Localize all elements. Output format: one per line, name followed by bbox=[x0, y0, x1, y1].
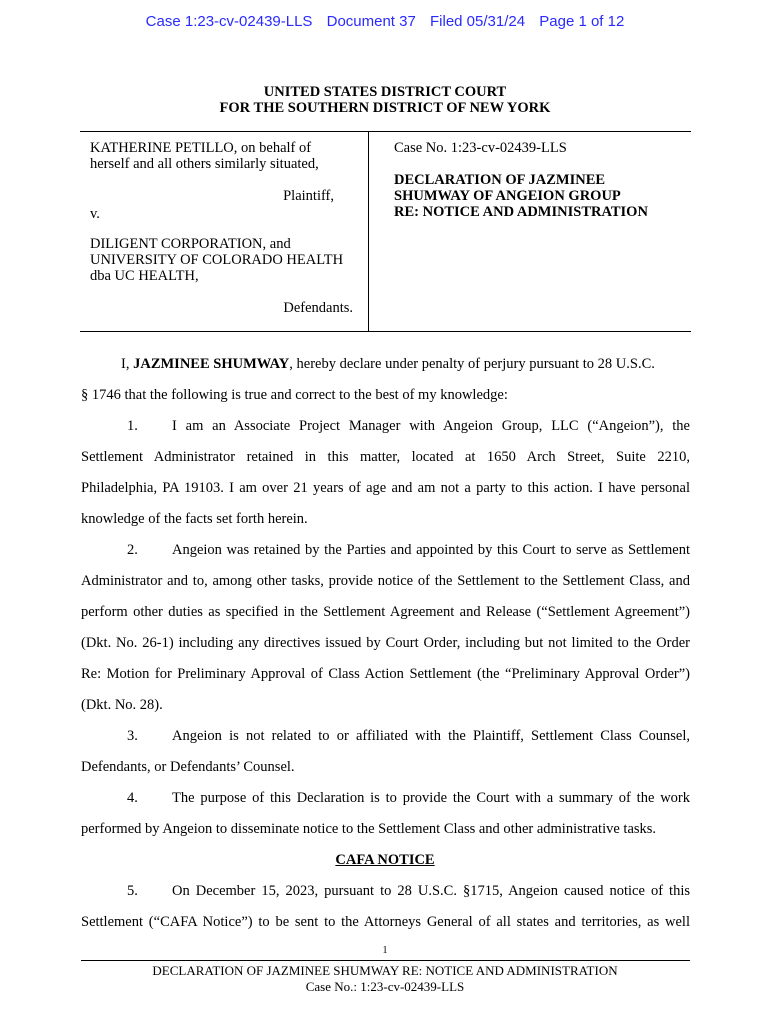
defendant-name-line3: dba UC HEALTH, bbox=[90, 268, 199, 284]
defendant-name-line2: UNIVERSITY OF COLORADO HEALTH bbox=[90, 252, 344, 268]
defendant-role: Defendants. bbox=[283, 300, 353, 316]
paragraph-4-line1: The purpose of this Declaration is to provide the Court with a summary of the work bbox=[172, 790, 690, 806]
defendant-name-line1: DILIGENT CORPORATION, and bbox=[90, 236, 291, 252]
court-heading bbox=[0, 84, 770, 116]
paragraph-4-number: 4. bbox=[127, 790, 138, 806]
caption-case-number: Case No. 1:23-cv-02439-LLS bbox=[394, 140, 567, 156]
paragraph-5-line1: On December 15, 2023, pursuant to 28 U.S.C. §1715, Angeion caused notice of this bbox=[172, 883, 690, 899]
paragraph-2-line3: perform other duties as specified in the Settlement Agreement and Release (“Settlement Agreement”) bbox=[81, 604, 690, 620]
declaration-title-line2: SHUMWAY OF ANGEION GROUP bbox=[394, 188, 621, 204]
page-footer bbox=[0, 963, 770, 995]
paragraph-2-line1: Angeion was retained by the Parties and appointed by this Court to serve as Settlement bbox=[172, 542, 690, 558]
paragraph-2-line5: Re: Motion for Preliminary Approval of Class Action Settlement (the “Preliminary Approval Order”) bbox=[81, 666, 690, 682]
paragraph-1-line3: Philadelphia, PA 19103. I am over 21 years of age and am not a party to this action. I have personal bbox=[81, 480, 690, 496]
paragraph-3-line1: Angeion is not related to or affiliated with the Plaintiff, Settlement Class Counsel, bbox=[172, 728, 690, 744]
paragraph-2-line6: (Dkt. No. 28). bbox=[81, 697, 163, 713]
paragraph-5-line2: Settlement (“CAFA Notice”) to be sent to the Attorneys General of all states and territories, as well bbox=[81, 914, 690, 930]
declarant-name: JAZMINEE SHUMWAY bbox=[133, 356, 290, 372]
paragraph-3-line2: Defendants, or Defendants’ Counsel. bbox=[81, 759, 295, 775]
paragraph-1-line4: knowledge of the facts set forth herein. bbox=[81, 511, 308, 527]
paragraph-1-line1: I am an Associate Project Manager with Angeion Group, LLC (“Angeion”), the bbox=[172, 418, 690, 434]
paragraph-2-line4: (Dkt. No. 26-1) including any directives issued by Court Order, including but not limited to the Order bbox=[81, 635, 690, 651]
stamp-case-number: Case 1:23-cv-02439-LLS bbox=[145, 13, 313, 30]
intro-line1 bbox=[81, 356, 690, 373]
section-heading-cafa-notice: CAFA NOTICE bbox=[335, 852, 435, 868]
versus-label: v. bbox=[90, 206, 100, 222]
footer-rule bbox=[81, 960, 690, 961]
plaintiff-name-line1: KATHERINE PETILLO, on behalf of bbox=[90, 140, 312, 156]
intro-line1-rest: , hereby declare under penalty of perjury pursuant to 28 U.S.C. bbox=[289, 356, 655, 372]
paragraph-1-line2: Settlement Administrator retained in this matter, located at 1650 Arch Street, Suite 2210, bbox=[81, 449, 690, 465]
court-name-line1: UNITED STATES DISTRICT COURT bbox=[263, 84, 507, 100]
stamp-page-count: Page 1 of 12 bbox=[539, 13, 625, 30]
declaration-title-line3: RE: NOTICE AND ADMINISTRATION bbox=[394, 204, 648, 220]
declaration-title-line1: DECLARATION OF JAZMINEE bbox=[394, 172, 606, 188]
paragraph-2-number: 2. bbox=[127, 542, 138, 558]
plaintiff-name-line2: herself and all others similarly situated, bbox=[90, 156, 319, 172]
paragraph-2-line2: Administrator and to, among other tasks, provide notice of the Settlement to the Settlement Class, and bbox=[81, 573, 690, 589]
stamp-filed-date: Filed 05/31/24 bbox=[430, 13, 526, 30]
case-caption bbox=[80, 131, 691, 332]
caption-divider bbox=[368, 132, 369, 331]
footer-title: DECLARATION OF JAZMINEE SHUMWAY RE: NOTICE AND ADMINISTRATION bbox=[152, 963, 618, 978]
paragraph-5-number: 5. bbox=[127, 883, 138, 899]
intro-line2: § 1746 that the following is true and correct to the best of my knowledge: bbox=[81, 387, 508, 403]
footer-case-number: Case No.: 1:23-cv-02439-LLS bbox=[305, 979, 465, 994]
plaintiff-role: Plaintiff, bbox=[283, 188, 334, 204]
ecf-header-stamp bbox=[0, 13, 770, 30]
court-name-line2: FOR THE SOUTHERN DISTRICT OF NEW YORK bbox=[219, 100, 551, 116]
stamp-document-number: Document 37 bbox=[326, 13, 416, 30]
intro-prefix: I, bbox=[121, 356, 134, 372]
paragraph-4-line2: performed by Angeion to disseminate notice to the Settlement Class and other administrative tasks. bbox=[81, 821, 657, 837]
paragraph-1-number: 1. bbox=[127, 418, 138, 434]
paragraph-3-number: 3. bbox=[127, 728, 138, 744]
page-number: 1 bbox=[382, 945, 388, 956]
